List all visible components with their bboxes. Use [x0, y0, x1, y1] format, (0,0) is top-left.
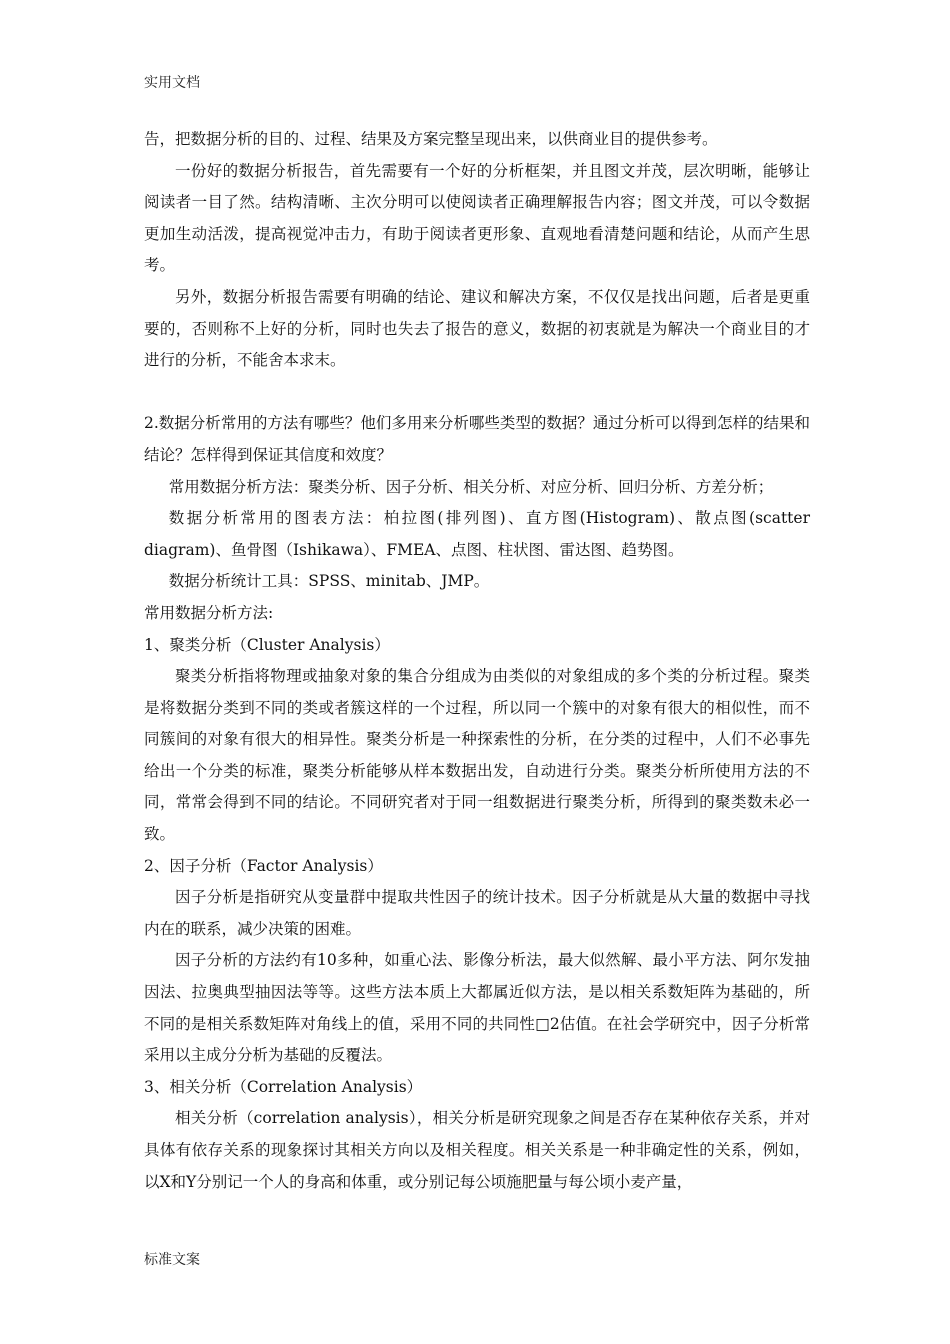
heading-correlation-analysis: 3、相关分析（Correlation Analysis） — [144, 1077, 423, 1096]
paragraph-report-intro: 告，把数据分析的目的、过程、结果及方案完整呈现出来，以供商业目的提供参考。 — [144, 130, 718, 148]
question-2: 2.数据分析常用的方法有哪些？他们多用来分析哪些类型的数据？通过分析可以得到怎样的结果和结论？怎样得到保证其信度和效度？ — [144, 414, 810, 464]
page-footer: 标准文案 — [144, 1252, 200, 1268]
paragraph-chart-methods: 数据分析常用的图表方法：柏拉图(排列图)、直方图(Histogram)、散点图(scatter diagram)、鱼骨图（Ishikawa）、FMEA、点图、柱状图、雷达图、趋势图。 — [144, 509, 810, 559]
document-body — [144, 124, 810, 1198]
paragraph-stat-tools: 数据分析统计工具：SPSS、minitab、JMP。 — [168, 572, 490, 591]
page-header: 实用文档 — [144, 75, 200, 91]
paragraph-common-methods: 常用数据分析方法：聚类分析、因子分析、相关分析、对应分析、回归分析、方差分析； — [168, 477, 774, 496]
paragraph-conclusion: 另外，数据分析报告需要有明确的结论、建议和解决方案，不仅仅是找出问题，后者是更重要的，否则称不上好的分析，同时也失去了报告的意义，数据的初衷就是为解决一个商业目的才进行的分析，不能舍本求末。 — [144, 287, 810, 370]
paragraph-framework: 一份好的数据分析报告，首先需要有一个好的分析框架，并且图文并茂，层次明晰，能够让阅读者一目了然。结构清晰、主次分明可以使阅读者正确理解报告内容；图文并茂，可以令数据更加生动活泼，提高视觉冲击力，有助于阅读者更形象、直观地看清楚问题和结论，从而产生思考。 — [144, 161, 810, 275]
paragraph-factor-analysis-2: 因子分析的方法约有10多种，如重心法、影像分析法，最大似然解、最小平方法、阿尔发抽因法、拉奥典型抽因法等等。这些方法本质上大都属近似方法，是以相关系数矩阵为基础的，所不同的是相关系数矩阵对角线上的值，采用不同的共同性□2估值。在社会学研究中，因子分析常采用以主成分分析为基础的反覆法。 — [144, 951, 810, 1065]
blank-line — [144, 377, 810, 409]
methods-heading: 常用数据分析方法: — [144, 603, 274, 622]
paragraph-cluster-analysis: 聚类分析指将物理或抽象对象的集合分组成为由类似的对象组成的多个类的分析过程。聚类是将数据分类到不同的类或者簇这样的一个过程，所以同一个簇中的对象有很大的相似性，而不同簇间的对象有很大的相异性。聚类分析是一种探索性的分析，在分类的过程中，人们不必事先给出一个分类的标准，聚类分析能够从样本数据出发，自动进行分类。聚类分析所使用方法的不同，常常会得到不同的结论。不同研究者对于同一组数据进行聚类分析，所得到的聚类数未必一致。 — [144, 667, 810, 844]
heading-cluster-analysis: 1、聚类分析（Cluster Analysis） — [144, 635, 390, 654]
paragraph-correlation-analysis: 相关分析（correlation analysis），相关分析是研究现象之间是否存在某种依存关系，并对具体有依存关系的现象探讨其相关方向以及相关程度。相关关系是一种非确定性的关系，例如，以X和Y分别记一个人的身高和体重，或分别记每公顷施肥量与每公顷小麦产量， — [144, 1109, 810, 1191]
heading-factor-analysis: 2、因子分析（Factor Analysis） — [144, 856, 383, 875]
paragraph-factor-analysis-1: 因子分析是指研究从变量群中提取共性因子的统计技术。因子分析就是从大量的数据中寻找内在的联系，减少决策的困难。 — [144, 888, 810, 938]
